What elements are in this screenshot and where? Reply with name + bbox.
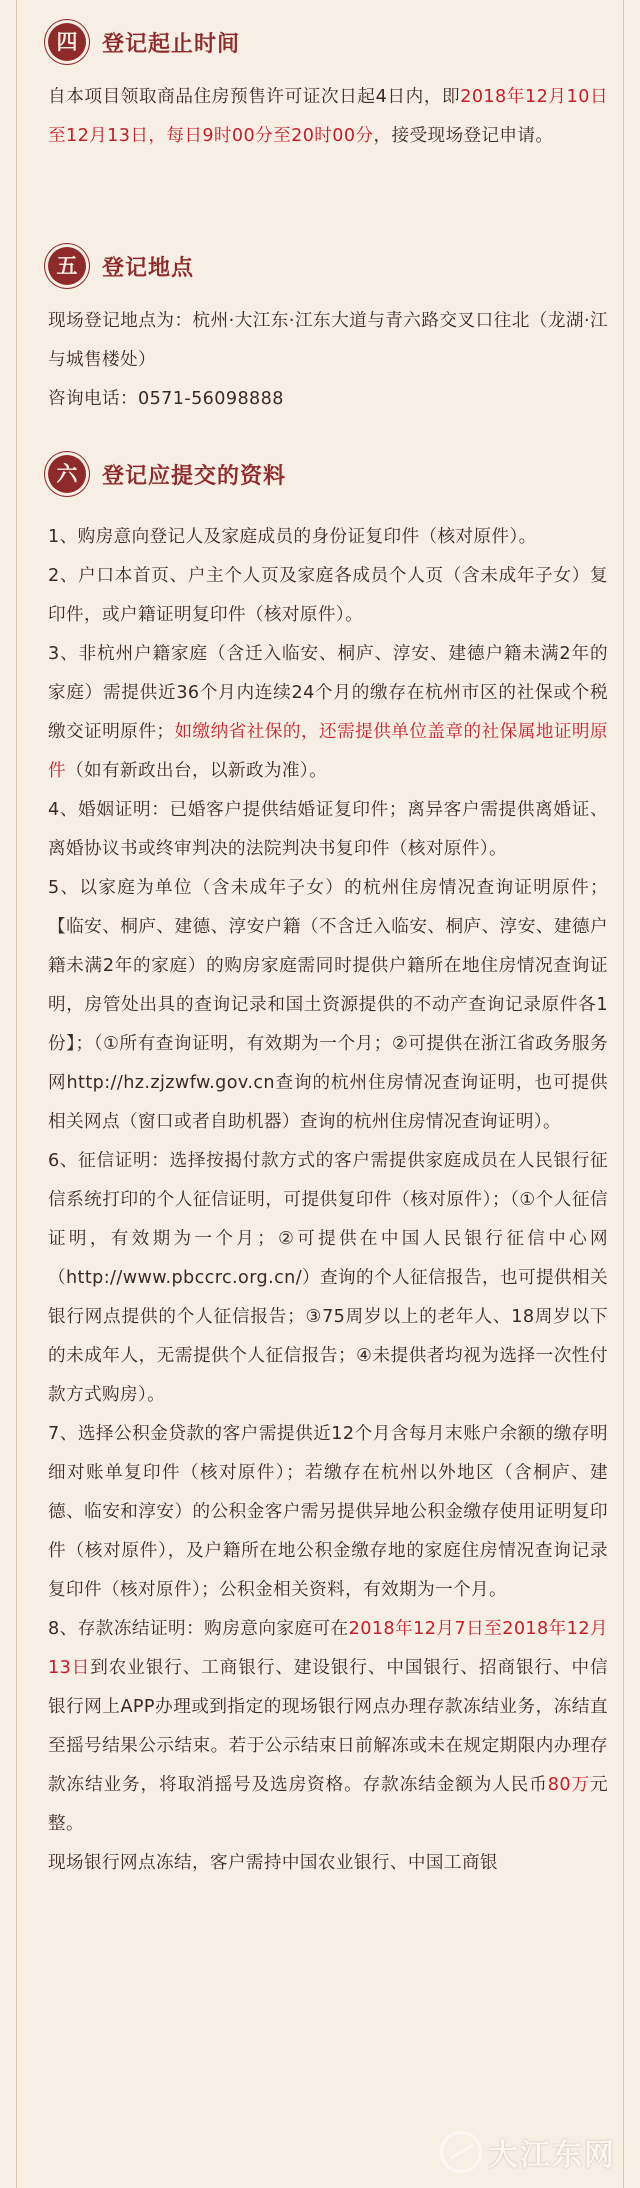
text-run: ，接受现场登记申请。	[373, 126, 554, 146]
document-item	[48, 1610, 608, 1844]
section-registration-period	[48, 22, 609, 146]
section-body	[48, 302, 608, 419]
document-item	[48, 635, 608, 791]
highlighted-date-range: 2018年12月10日至12月13日，每日9时00分至20时00分	[48, 87, 609, 146]
highlighted-text: 如缴纳省社保的，还需提供单位盖章的社保属地证明原件	[48, 722, 608, 781]
text-run: 现场银行网点冻结，客户需持中国农业银行、中国工商银	[48, 1853, 498, 1873]
text-run: 到农业银行、工商银行、建设银行、中国银行、招商银行、中信银行网上APP办理或到指定的现场银行网点办理存款冻结业务，冻结直至摇号结果公示结束。若于公示结束日前解冻或未在规定期限内办理存款冻结业务，将取消摇号及选房资格。存款冻结金额为人民币	[48, 1658, 608, 1795]
document-item	[48, 557, 608, 635]
section-header	[48, 246, 608, 286]
text-run: 2、户口本首页、户主个人页及家庭各成员个人页（含未成年子女）复印件，或户籍证明复印件（核对原件）。	[48, 566, 608, 625]
document-item	[48, 1844, 608, 1883]
text-run: 8、存款冻结证明：购房意向家庭可在	[48, 1619, 349, 1639]
section-body	[48, 78, 608, 156]
document-item	[48, 791, 608, 869]
left-border-rule	[16, 0, 17, 2188]
section-number-badge: 六	[48, 455, 86, 493]
section-registration-location	[48, 246, 608, 409]
section-title: 登记起止时间	[102, 31, 241, 57]
text-run: 6、征信证明：选择按揭付款方式的客户需提供家庭成员在人民银行征信系统打印的个人征信证明，可提供复印件（核对原件）；（①个人征信证明，有效期为一个月；②可提供在中国人民银行征信中心网（http://www.pbccrc.org.cn/）查询的个人征信报告，也可提供相关银行网点提供的个人征信报告；③75周岁以上的老年人、18周岁以下的未成年人，无需提供个人征信报告；④未提供者均视为选择一次性付款方式购房）。	[48, 1151, 608, 1405]
highlighted-text: 80万	[547, 1775, 590, 1795]
document-item	[48, 869, 608, 1142]
text-run: 5、以家庭为单位（含未成年子女）的杭州住房情况查询证明原件；【临安、桐庐、建德、淳安户籍（不含迁入临安、桐庐、淳安、建德户籍未满2年的家庭）的购房家庭需同时提供户籍所在地住房情况查询证明，房管处出具的查询记录和国土资源提供的不动产查询记录原件各1份】；（①所有查询证明，有效期为一个月；②可提供在浙江省政务服务网http://hz.zjzwfw.gov.cn查询的杭州住房情况查询证明，也可提供相关网点（窗口或者自助机器）查询的杭州住房情况查询证明）。	[48, 878, 608, 1132]
contact-phone: 咨询电话：0571-56098888	[48, 389, 284, 409]
right-border-rule	[623, 0, 624, 2188]
registration-period-paragraph	[48, 78, 608, 156]
document-item	[48, 1415, 608, 1610]
text-run: 7、选择公积金贷款的客户需提供近12个月含每月末账户余额的缴存明细对账单复印件（核对原件）；若缴存在杭州以外地区（含桐庐、建德、临安和淳安）的公积金客户需另提供异地公积金缴存使用证明复印件（核对原件），及户籍所在地公积金缴存地的家庭住房情况查询记录复印件（核对原件）；公积金相关资料，有效期为一个月。	[48, 1424, 608, 1600]
section-required-documents	[48, 454, 608, 1873]
text-run: 自本项目领取商品住房预售许可证次日起4日内，即	[48, 87, 461, 107]
text-run: 1、购房意向登记人及家庭成员的身份证复印件（核对原件）。	[48, 527, 537, 547]
section-title: 登记应提交的资料	[102, 463, 287, 489]
highlighted-text: 2018年12月7日至2018年12月13日	[48, 1619, 608, 1678]
section-header	[48, 454, 608, 494]
document-list	[48, 518, 608, 1883]
watermark-logo-icon	[440, 2131, 482, 2173]
text-run: 4、婚姻证明：已婚客户提供结婚证复印件；离异客户需提供离婚证、离婚协议书或终审判决的法院判决书复印件（核对原件）。	[48, 800, 608, 859]
document-item	[48, 1142, 608, 1415]
section-number-badge: 四	[48, 23, 86, 61]
watermark-text: 大江东网	[488, 2138, 616, 2173]
site-watermark	[440, 2130, 616, 2174]
document-item	[48, 518, 608, 557]
text-run: （如有新政出台，以新政为准）。	[66, 761, 328, 781]
location-address: 现场登记地点为：杭州·大江东·江东大道与青六路交叉口往北（龙湖·江与城售楼处）	[48, 311, 608, 370]
section-header	[48, 22, 608, 62]
text-run: 元整。	[48, 1775, 608, 1834]
text-run: 3、非杭州户籍家庭（含迁入临安、桐庐、淳安、建德户籍未满2年的家庭）需提供近36个月内连续24个月的缴存在杭州市区的社保或个税缴交证明原件；	[48, 644, 608, 742]
section-title: 登记地点	[102, 255, 195, 281]
section-number-badge: 五	[48, 247, 86, 285]
